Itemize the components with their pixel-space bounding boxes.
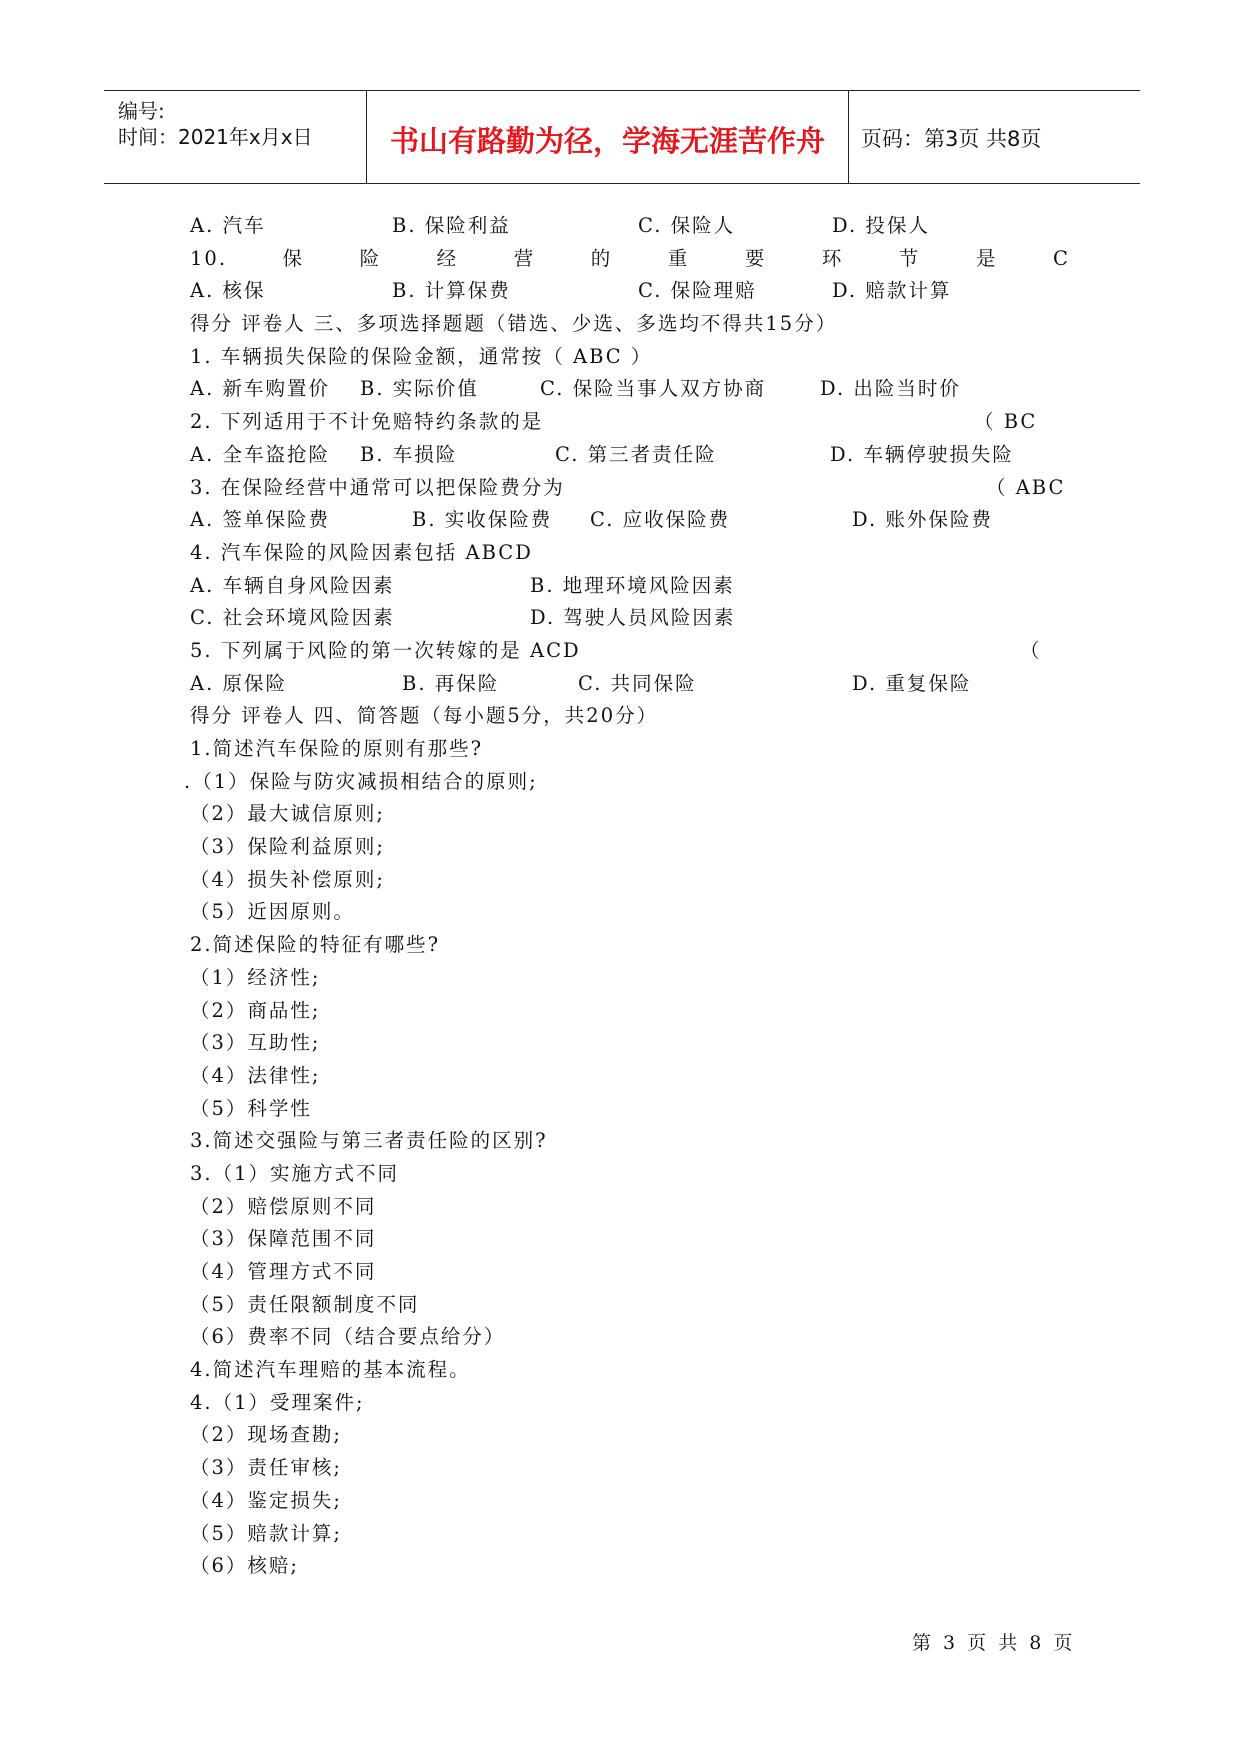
option: A. 车辆自身风险因素 xyxy=(190,573,395,597)
question-row: 2.简述保险的特征有哪些? xyxy=(190,933,441,957)
header-right-cell xyxy=(849,91,1140,183)
answer: （ ABC xyxy=(986,475,1066,499)
answer: （ BC xyxy=(974,410,1038,434)
option: D. 驾驶人员风险因素 xyxy=(530,606,736,630)
option: C. 共同保险 xyxy=(578,671,697,695)
option: A. 核保 xyxy=(190,279,266,303)
char: 节 xyxy=(898,246,921,270)
option-row xyxy=(190,570,1070,603)
option-row xyxy=(190,504,1070,537)
section-heading: 得分 评卷人 三、多项选择题题（错选、少选、多选均不得共15分） xyxy=(190,312,838,336)
question-row: 1.简述汽车保险的原则有那些? xyxy=(190,737,484,760)
section-heading: 得分 评卷人 四、简答题（每小题5分，共20分） xyxy=(190,704,659,728)
option: D. 车辆停驶损失险 xyxy=(830,442,1014,466)
option: B. 实际价值 xyxy=(360,377,479,401)
option: B. 地理环境风险因素 xyxy=(530,573,735,597)
question-row: 1. 车辆损失保险的保险金额，通常按（ ABC ） xyxy=(190,344,653,368)
answer-line: （5）责任限额制度不同 xyxy=(190,1292,420,1316)
answer-line: （6）核赔; xyxy=(190,1554,299,1578)
option: C. 保险理赔 xyxy=(638,279,757,303)
option: B. 计算保费 xyxy=(392,279,511,303)
char: 重 xyxy=(667,246,690,270)
answer-line: （3）保障范围不同 xyxy=(190,1227,377,1251)
question-row: 3.简述交强险与第三者责任险的区别? xyxy=(190,1129,548,1153)
option: D. 赔款计算 xyxy=(832,279,952,303)
page-info: 页码：第3页 共8页 xyxy=(861,127,1042,151)
char: 是 xyxy=(975,246,998,270)
option: A. 全车盗抢险 xyxy=(190,442,330,466)
option: D. 出险当时价 xyxy=(820,377,961,401)
answer-line: （3）责任审核; xyxy=(190,1456,342,1480)
header-left-cell xyxy=(104,91,367,183)
answer-line: （2）赔偿原则不同 xyxy=(190,1194,377,1218)
answer-line: （5）科学性 xyxy=(190,1096,312,1120)
answer-line: （5）近因原则。 xyxy=(190,900,355,924)
time-label: 时间：2021年x月x日 xyxy=(118,125,313,149)
answer-line: （4）损失补偿原则; xyxy=(190,867,385,891)
answer: （ xyxy=(1020,638,1042,662)
answer-line: （3）互助性; xyxy=(190,1031,321,1055)
answer-line: （1）经济性; xyxy=(190,965,321,989)
answer-line: （4）法律性; xyxy=(190,1063,321,1087)
question-row xyxy=(190,243,1070,276)
option: C. 保险人 xyxy=(638,214,736,237)
char: 的 xyxy=(590,246,613,270)
option-row xyxy=(190,373,1070,406)
answer-line: 3.（1）实施方式不同 xyxy=(190,1161,400,1185)
option-row xyxy=(190,602,1070,635)
answer-line: （4）鉴定损失; xyxy=(190,1488,342,1512)
char: 环 xyxy=(821,246,844,270)
option: B. 再保险 xyxy=(402,671,500,695)
option: D. 重复保险 xyxy=(852,671,972,695)
number-label: 编号: xyxy=(118,99,165,123)
answer-line: （3）保险利益原则; xyxy=(190,835,385,859)
char: 险 xyxy=(359,246,382,270)
option: A. 签单保险费 xyxy=(190,508,330,532)
motto-text: 书山有路勤为径，学海无涯苦作舟 xyxy=(389,124,825,158)
char: 营 xyxy=(513,246,536,270)
question-row: 5. 下列属于风险的第一次转嫁的是 ACD （ xyxy=(190,635,1070,668)
option: B. 保险利益 xyxy=(392,214,511,237)
page-footer: 第 3 页 共 8 页 xyxy=(912,1632,1076,1654)
question-row: 2. 下列适用于不计免赔特约条款的是 （ BC xyxy=(190,406,1070,439)
option-row xyxy=(190,275,1070,308)
answer-line: 4.（1）受理案件; xyxy=(190,1390,365,1414)
answer: C xyxy=(1053,246,1070,270)
option-row xyxy=(190,668,1070,701)
option-row xyxy=(190,439,1070,472)
exam-body xyxy=(184,210,1070,1583)
option: D. 账外保险费 xyxy=(852,508,993,532)
answer-line: （5）赔款计算; xyxy=(190,1521,342,1545)
answer-line: （2）现场查勘; xyxy=(190,1423,342,1447)
char: 经 xyxy=(436,246,459,270)
answer-line: （2）最大诚信原则; xyxy=(190,802,385,826)
option: A. 汽车 xyxy=(190,214,266,237)
question-row: 3. 在保险经营中通常可以把保险费分为 （ ABC xyxy=(190,472,1070,505)
option: C. 第三者责任险 xyxy=(555,442,717,466)
option: C. 社会环境风险因素 xyxy=(190,606,395,630)
header-middle-cell xyxy=(367,91,849,183)
option: A. 新车购置价 xyxy=(190,377,330,401)
option: C. 应收保险费 xyxy=(590,508,731,532)
question-row: 4.简述汽车理赔的基本流程。 xyxy=(190,1358,471,1382)
option: A. 原保险 xyxy=(190,671,287,695)
question-row: 4. 汽车保险的风险因素包括 ABCD xyxy=(190,540,533,564)
char: 要 xyxy=(744,246,767,270)
document-header xyxy=(104,90,1140,184)
answer-line: （6）费率不同（结合要点给分） xyxy=(190,1325,506,1349)
option: D. 投保人 xyxy=(832,214,930,237)
option-row xyxy=(190,210,1070,243)
char: 保 xyxy=(282,246,305,270)
option: B. 车损险 xyxy=(360,442,458,466)
answer-line: .（1）保险与防灾减损相结合的原则; xyxy=(184,769,538,793)
answer-line: （4）管理方式不同 xyxy=(190,1260,377,1283)
answer-line: （2）商品性; xyxy=(190,998,321,1022)
char: 10. xyxy=(190,246,228,270)
spread-question-text xyxy=(190,243,1070,276)
option: C. 保险当事人双方协商 xyxy=(540,377,767,401)
option: B. 实收保险费 xyxy=(412,508,553,532)
